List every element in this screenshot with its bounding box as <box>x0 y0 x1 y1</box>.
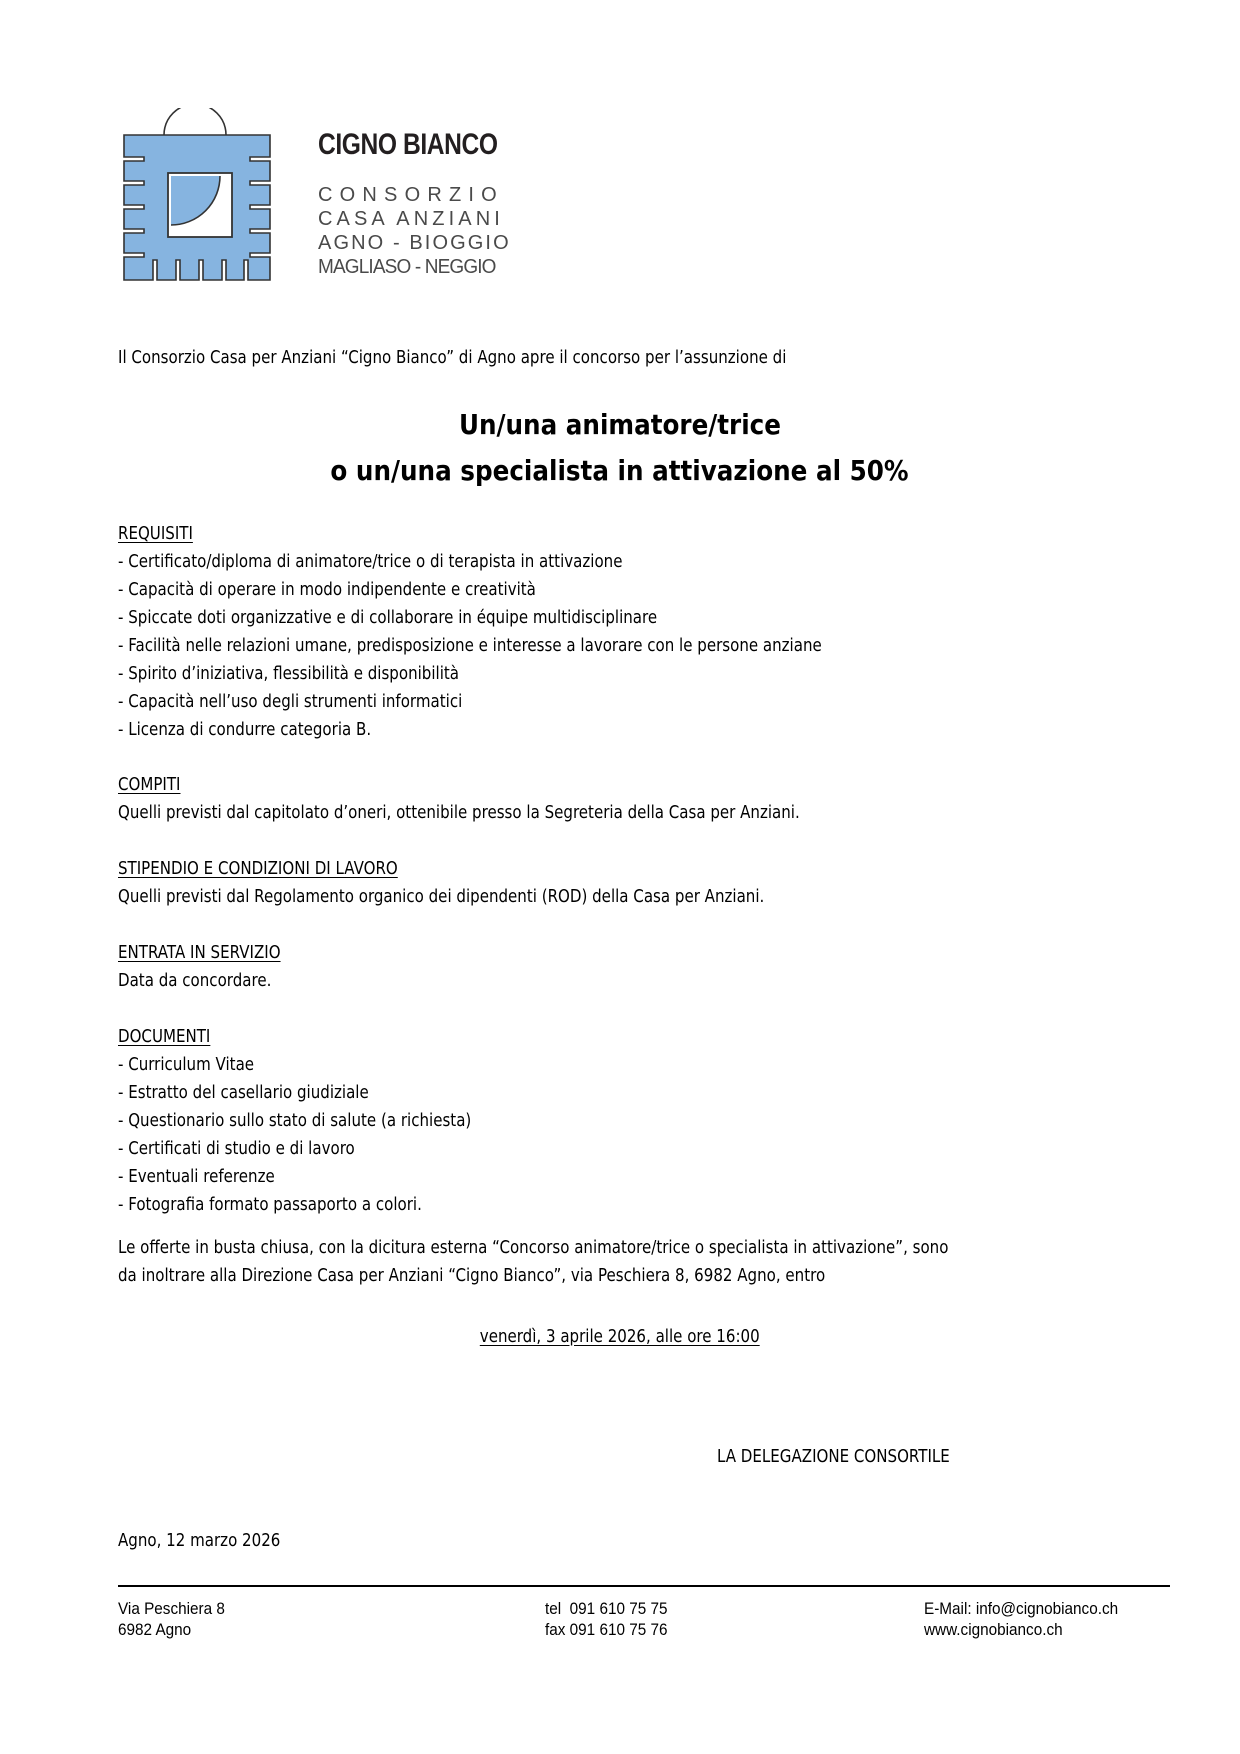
list-item: - Fotografia formato passaporto a colori. <box>118 1195 422 1215</box>
list-item: - Facilità nelle relazioni umane, predisposizione e interesse a lavorare con le persone anziane <box>118 636 822 656</box>
section-heading: COMPITI <box>118 775 181 795</box>
section-text: Quelli previsti dal Regolamento organico dei dipendenti (ROD) della Casa per Anziani. <box>118 887 765 907</box>
intro-text: Il Consorzio Casa per Anziani “Cigno Bianco” di Agno apre il concorso per l’assunzione di <box>118 348 787 368</box>
list-item: - Eventuali referenze <box>118 1167 275 1187</box>
section-heading: STIPENDIO E CONDIZIONI DI LAVORO <box>118 859 398 879</box>
section-text: Quelli previsti dal capitolato d’oneri, ottenibile presso la Segreteria della Casa per Anziani. <box>118 803 800 823</box>
brand-line-consorzio: CONSORZIO <box>318 184 504 206</box>
footer-tel: tel 091 610 75 75 <box>545 1599 668 1618</box>
brand-line-casa-anziani: CASA ANZIANI <box>318 208 504 230</box>
list-item: - Capacità di operare in modo indipendente e creatività <box>118 580 536 600</box>
list-item: - Spiccate doti organizzative e di collaborare in équipe multidisciplinare <box>118 608 658 628</box>
list-item: - Curriculum Vitae <box>118 1055 255 1075</box>
closing-line-1: Le offerte in busta chiusa, con la dicitura esterna “Concorso animatore/trice o specialista in attivazione”, sono <box>118 1238 949 1258</box>
list-item: - Questionario sullo stato di salute (a richiesta) <box>118 1111 472 1131</box>
section-requisiti <box>118 520 822 744</box>
footer-email[interactable]: E-Mail: info@cignobianco.ch <box>924 1599 1119 1618</box>
footer-website[interactable]: www.cignobianco.ch <box>924 1620 1063 1639</box>
footer-address <box>118 1598 225 1640</box>
document-date: Agno, 12 marzo 2026 <box>118 1531 281 1551</box>
closing-paragraph <box>118 1234 948 1290</box>
footer-divider <box>118 1585 1170 1587</box>
section-text: Data da concordare. <box>118 971 272 991</box>
brand-line-magliaso-neggio: MAGLIASO - NEGGIO <box>318 256 496 278</box>
list-item: - Licenza di condurre categoria B. <box>118 720 372 740</box>
footer-contact <box>924 1598 1118 1640</box>
list-item: - Spirito d’iniziativa, flessibilità e disponibilità <box>118 664 460 684</box>
list-item: - Certificato/diploma di animatore/trice o di terapista in attivazione <box>118 552 623 572</box>
job-title-text-2: o un/una specialista in attivazione al 50% <box>330 454 910 487</box>
section-documenti <box>118 1023 471 1219</box>
section-heading: ENTRATA IN SERVIZIO <box>118 943 281 963</box>
list-item: - Certificati di studio e di lavoro <box>118 1139 355 1159</box>
brand-line-agno-bioggio: AGNO - BIOGGIO <box>318 232 511 254</box>
section-heading: DOCUMENTI <box>118 1027 211 1047</box>
closing-line-2: da inoltrare alla Direzione Casa per Anziani “Cigno Bianco”, via Peschiera 8, 6982 Agno, entro <box>118 1266 826 1286</box>
section-heading: REQUISITI <box>118 524 193 544</box>
signature: LA DELEGAZIONE CONSORTILE <box>717 1447 950 1467</box>
section-entrata <box>118 939 281 995</box>
footer-address-line-1: Via Peschiera 8 <box>118 1599 225 1618</box>
cigno-bianco-emblem-icon <box>122 108 282 283</box>
job-title-line-2 <box>0 448 1240 494</box>
list-item: - Capacità nell’uso degli strumenti informatici <box>118 692 463 712</box>
footer-address-line-2: 6982 Agno <box>118 1620 192 1639</box>
footer-phone <box>545 1598 668 1640</box>
footer-fax: fax 091 610 75 76 <box>545 1620 668 1639</box>
deadline-text: venerdì, 3 aprile 2026, alle ore 16:00 <box>480 1327 760 1347</box>
deadline <box>0 1323 1240 1351</box>
brand-name: CIGNO BIANCO <box>318 128 498 161</box>
section-stipendio <box>118 855 764 911</box>
job-title-text-1: Un/una animatore/trice <box>458 408 782 441</box>
job-title-line-1 <box>0 402 1240 448</box>
section-compiti <box>118 771 800 827</box>
list-item: - Estratto del casellario giudiziale <box>118 1083 369 1103</box>
